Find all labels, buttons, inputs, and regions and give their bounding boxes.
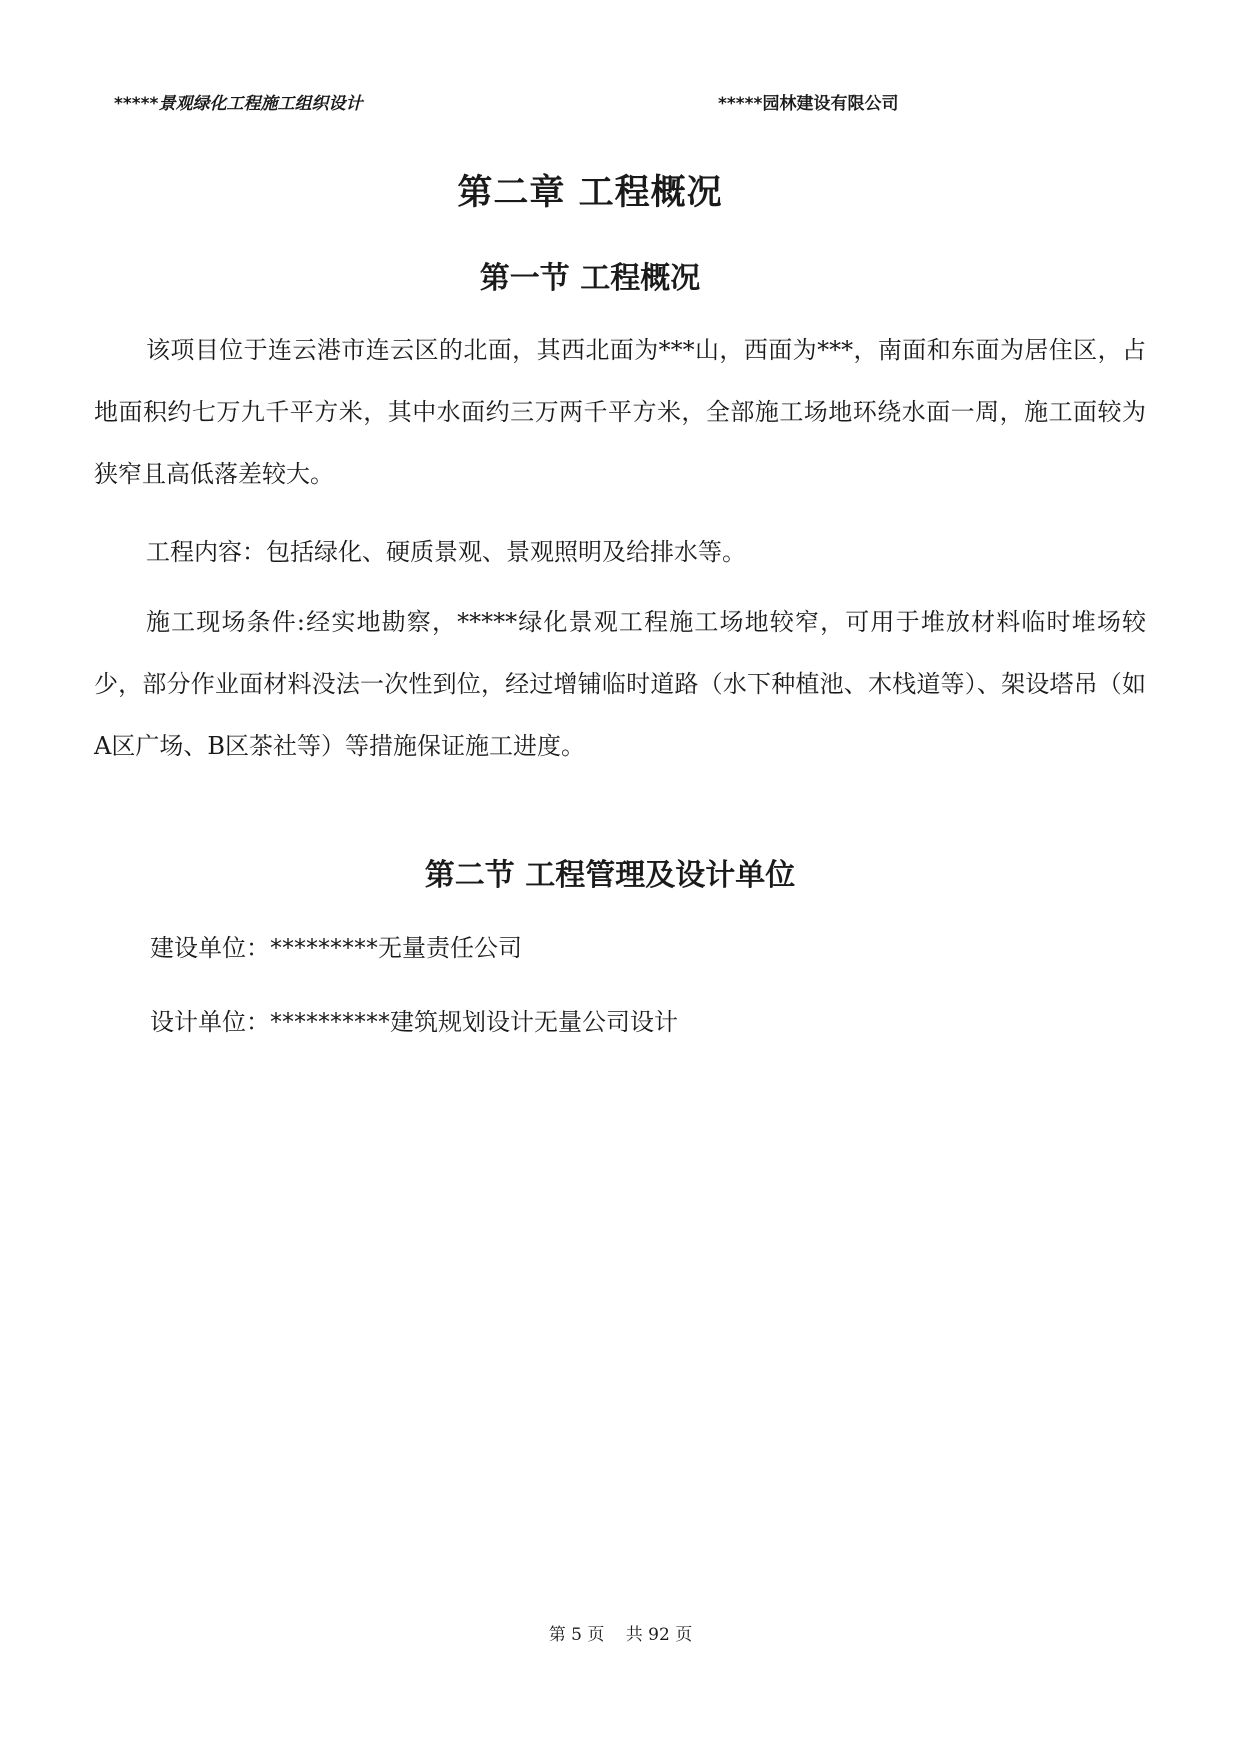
- header-company-name: *****园林建设有限公司: [718, 94, 899, 114]
- section-title-overview: 第一节 工程概况: [479, 261, 701, 296]
- construction-unit-line: 建设单位：*********无量责任公司: [150, 934, 522, 962]
- paragraph-project-content: 工程内容：包括绿化、硬质景观、景观照明及给排水等。: [146, 538, 746, 566]
- header-document-title: *****景观绿化工程施工组织设计: [114, 94, 363, 114]
- section-title-management: 第二节 工程管理及设计单位: [424, 858, 796, 893]
- page-footer: [0, 1620, 1241, 1645]
- paragraph-site-conditions: 施工现场条件:经实地勘察，*****绿化景观工程施工场地较窄，可用于堆放材料临时堆场较少，部分作业面材料没法一次性到位，经过增铺临时道路（水下种植池、木栈道等）、架设塔吊（如A区广场、B区茶社等）等措施保证施工进度。: [94, 608, 1146, 760]
- page-total: 共 92 页: [625, 1625, 693, 1645]
- design-unit-line: 设计单位：**********建筑规划设计无量公司设计: [150, 1008, 678, 1036]
- paragraph-project-location: 该项目位于连云港市连云区的北面，其西北面为***山，西面为***，南面和东面为居住区，占地面积约七万九千平方米，其中水面约三万两千平方米，全部施工场地环绕水面一周，施工面较为狭窄且高低落差较大。: [94, 336, 1146, 488]
- page-number: 第 5 页: [548, 1625, 605, 1645]
- chapter-title: 第二章 工程概况: [457, 173, 723, 213]
